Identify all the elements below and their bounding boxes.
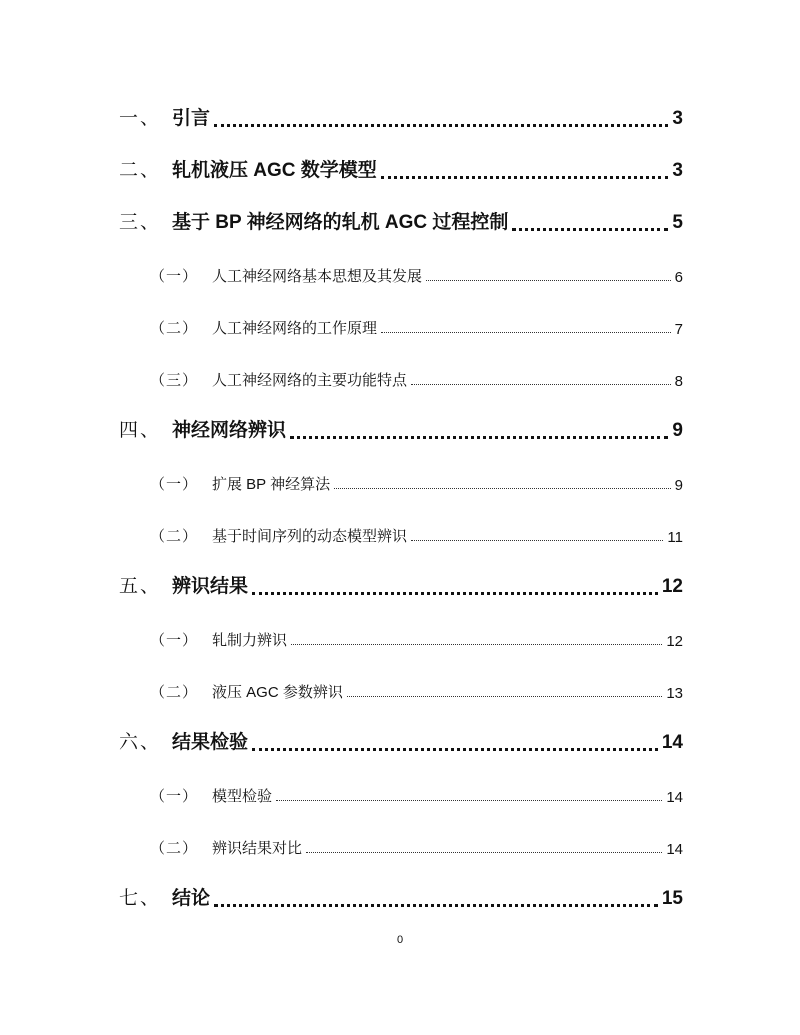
toc-entry-title: 扩展 BP 神经算法 <box>212 473 332 494</box>
toc-section-entry[interactable] <box>0 828 800 858</box>
toc-dot-leader <box>411 384 671 385</box>
toc-section-entry[interactable] <box>0 672 800 702</box>
toc-section-entry[interactable] <box>0 256 800 286</box>
toc-section-entry[interactable] <box>0 308 800 338</box>
toc-entry-page: 11 <box>667 529 683 546</box>
toc-entry-number: 四、 <box>119 420 162 441</box>
toc-entry-number: （二） <box>150 684 199 701</box>
toc-entry-title: 结果检验 <box>172 727 250 754</box>
toc-section-entry[interactable] <box>0 776 800 806</box>
toc-entry-title: 辨识结果对比 <box>212 837 304 858</box>
toc-entry-number: 一、 <box>119 108 162 129</box>
toc-entry-title: 结论 <box>172 883 212 910</box>
toc-dot-leader <box>214 904 658 907</box>
toc-entry-page: 14 <box>666 841 683 858</box>
toc-chapter-entry[interactable] <box>0 204 800 234</box>
page-number: 0 <box>396 934 404 946</box>
toc-dot-leader <box>411 540 663 541</box>
toc-entry-page: 8 <box>674 373 683 390</box>
toc-entry-title: 轧机液压 AGC 数学模型 <box>172 155 379 182</box>
toc-entry-page: 3 <box>672 108 683 129</box>
toc-chapter-entry[interactable] <box>0 568 800 598</box>
toc-entry-title: 液压 AGC 参数辨识 <box>212 681 345 702</box>
toc-entry-page: 12 <box>666 633 683 650</box>
toc-entry-title: 引言 <box>172 103 212 130</box>
toc-chapter-entry[interactable] <box>0 152 800 182</box>
toc-entry-page: 14 <box>661 732 683 753</box>
toc-entry-title: 辨识结果 <box>172 571 250 598</box>
toc-dot-leader <box>291 644 662 645</box>
toc-entry-page: 5 <box>672 212 683 233</box>
toc-dot-leader <box>426 280 671 281</box>
toc-dot-leader <box>381 332 671 333</box>
toc-dot-leader <box>252 748 658 751</box>
toc-chapter-entry[interactable] <box>0 412 800 442</box>
toc-entry-title: 基于 BP 神经网络的轧机 AGC 过程控制 <box>172 207 510 234</box>
toc-entry-page: 9 <box>672 420 683 441</box>
toc-chapter-entry[interactable] <box>0 724 800 754</box>
toc-entry-number: （一） <box>150 632 199 649</box>
toc-dot-leader <box>512 228 668 231</box>
toc-dot-leader <box>334 488 671 489</box>
toc-entry-title: 基于时间序列的动态模型辨识 <box>212 525 409 546</box>
toc-entry-number: （二） <box>150 320 199 337</box>
toc-entry-title: 人工神经网络的工作原理 <box>212 317 379 338</box>
toc-entry-page: 6 <box>674 269 683 286</box>
toc-dot-leader <box>306 852 662 853</box>
toc-dot-leader <box>381 176 669 179</box>
toc-section-entry[interactable] <box>0 360 800 390</box>
toc-entry-number: 三、 <box>119 212 162 233</box>
toc-entry-page: 15 <box>661 888 683 909</box>
toc-entry-number: （一） <box>150 476 199 493</box>
toc-dot-leader <box>276 800 662 801</box>
toc-dot-leader <box>290 436 668 439</box>
toc-entry-title: 模型检验 <box>212 785 274 806</box>
toc-entry-number: （二） <box>150 840 199 857</box>
toc-entry-title: 人工神经网络的主要功能特点 <box>212 369 409 390</box>
toc-entry-page: 3 <box>672 160 683 181</box>
toc-entry-number: 二、 <box>119 160 162 181</box>
toc-entry-number: 七、 <box>119 888 162 909</box>
toc-entry-page: 12 <box>661 576 683 597</box>
toc-entry-page: 7 <box>674 321 683 338</box>
toc-section-entry[interactable] <box>0 516 800 546</box>
toc-entry-page: 9 <box>674 477 683 494</box>
toc-entry-number: （二） <box>150 528 199 545</box>
toc-section-entry[interactable] <box>0 620 800 650</box>
toc-entry-number: （一） <box>150 268 199 285</box>
toc-chapter-entry[interactable] <box>0 100 800 130</box>
toc-entry-title: 神经网络辨识 <box>172 415 288 442</box>
toc-entry-number: 六、 <box>119 732 162 753</box>
toc-section-entry[interactable] <box>0 464 800 494</box>
toc-entry-title: 轧制力辨识 <box>212 629 289 650</box>
toc-entry-number: （三） <box>150 372 199 389</box>
toc-entry-page: 13 <box>666 685 683 702</box>
toc-dot-leader <box>214 124 668 127</box>
toc-entry-title: 人工神经网络基本思想及其发展 <box>212 265 424 286</box>
toc-dot-leader <box>347 696 662 697</box>
toc-chapter-entry[interactable] <box>0 880 800 910</box>
toc-entry-number: （一） <box>150 788 199 805</box>
toc-entry-page: 14 <box>666 789 683 806</box>
toc-dot-leader <box>252 592 658 595</box>
toc-entry-number: 五、 <box>119 576 162 597</box>
